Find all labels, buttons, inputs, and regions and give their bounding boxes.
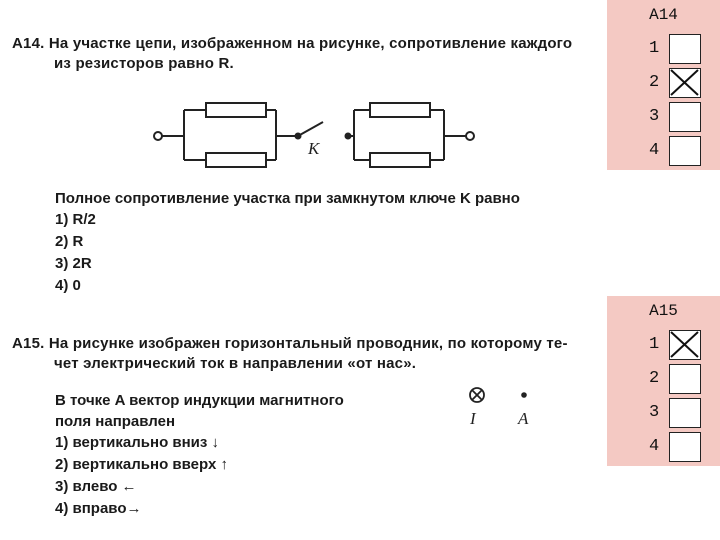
answer-checkbox[interactable] xyxy=(669,432,701,462)
answer-option-a15-4[interactable] xyxy=(607,432,720,462)
conductor-diagram xyxy=(462,384,562,434)
cross-mark-icon xyxy=(670,331,699,358)
panel-title-a14: A14 xyxy=(649,6,678,24)
answer-checkbox[interactable] xyxy=(669,136,701,166)
q14-text-line2: из резисторов равно R. xyxy=(54,55,234,72)
q14-answer-3: 3) 2R xyxy=(55,255,92,272)
cross-mark-icon xyxy=(670,69,699,96)
q15-prompt-line1: В точке A вектор индукции магнитного xyxy=(55,392,344,409)
option-number: 4 xyxy=(649,141,660,160)
right-terminal-icon xyxy=(466,132,474,140)
resistor-icon xyxy=(370,103,430,117)
resistor-icon xyxy=(206,103,266,117)
answer-checkbox[interactable] xyxy=(669,398,701,428)
option-number: 2 xyxy=(649,73,660,92)
answer-checkbox-checked[interactable] xyxy=(669,330,701,360)
current-label: I xyxy=(470,409,476,428)
answer-option-a15-1[interactable] xyxy=(607,330,720,360)
answer-panel-a14 xyxy=(607,0,720,170)
answer-panel-a15 xyxy=(607,296,720,466)
answer-option-a14-1[interactable] xyxy=(607,34,720,64)
q15-answer-2: 2) вертикально вверх ↑ xyxy=(55,456,228,473)
answer-option-a14-4[interactable] xyxy=(607,136,720,166)
point-label: A xyxy=(518,409,529,428)
answer-checkbox[interactable] xyxy=(669,364,701,394)
switch-blade-icon xyxy=(298,122,323,136)
answer-checkbox[interactable] xyxy=(669,102,701,132)
q15-text-line2: чет электрический ток в направлении «от нас». xyxy=(54,355,417,372)
q15-label: A15. xyxy=(12,335,45,352)
q15-answer-1: 1) вертикально вниз ↓ xyxy=(55,434,220,451)
option-number: 2 xyxy=(649,369,660,388)
option-number: 1 xyxy=(649,335,660,354)
q14-answer-1: 1) R/2 xyxy=(55,211,96,228)
left-terminal-icon xyxy=(154,132,162,140)
q15-text xyxy=(12,334,612,374)
resistor-icon xyxy=(206,153,266,167)
circuit-diagram xyxy=(148,100,488,172)
switch-label: K xyxy=(308,139,320,158)
q15-text-line1: На рисунке изображен горизонтальный проводник, по которому те- xyxy=(48,335,568,352)
answer-checkbox[interactable] xyxy=(669,34,701,64)
q15-prompt-line2: поля направлен xyxy=(55,413,176,430)
panel-title-a15: A15 xyxy=(649,302,678,320)
point-a-dot-icon xyxy=(521,392,527,398)
option-number: 3 xyxy=(649,403,660,422)
answer-option-a14-3[interactable] xyxy=(607,102,720,132)
option-number: 3 xyxy=(649,107,660,126)
answer-checkbox-checked[interactable] xyxy=(669,68,701,98)
answer-option-a15-2[interactable] xyxy=(607,364,720,394)
q15-answer-4: 4) вправо→ xyxy=(55,500,142,517)
q14-text xyxy=(12,34,612,74)
answer-option-a15-3[interactable] xyxy=(607,398,720,428)
option-number: 1 xyxy=(649,39,660,58)
resistor-icon xyxy=(370,153,430,167)
q14-label: A14. xyxy=(12,35,45,52)
q14-answer-4: 4) 0 xyxy=(55,277,81,294)
q15-answer-3: 3) влево ← xyxy=(55,478,137,495)
q14-answer-2: 2) R xyxy=(55,233,84,250)
q14-prompt: Полное сопротивление участка при замкнутом ключе K равно xyxy=(55,190,520,207)
answer-option-a14-2[interactable] xyxy=(607,68,720,98)
q14-text-line1: На участке цепи, изображенном на рисунке, сопротивление каждого xyxy=(48,35,573,52)
option-number: 4 xyxy=(649,437,660,456)
